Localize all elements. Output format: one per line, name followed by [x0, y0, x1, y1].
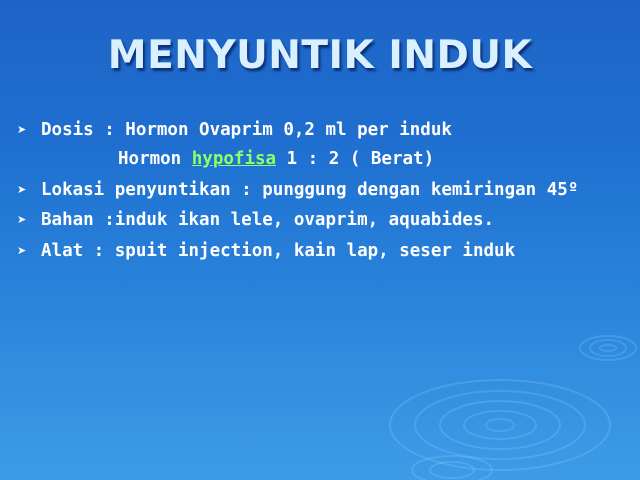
continuation-text-after: 1 : 2 ( Berat) — [276, 149, 435, 169]
bullet-arrow-icon: ➤ — [17, 183, 27, 196]
slide-title: MENYUNTIK INDUK — [107, 33, 533, 78]
bullet-bahan: Bahan :induk ikan lele, ovaprim, aquabides. — [41, 210, 495, 230]
bullet-alat: Alat : spuit injection, kain lap, seser induk — [41, 241, 516, 261]
bullet-arrow-icon: ➤ — [17, 244, 27, 257]
bullet-dosis: Dosis : Hormon Ovaprim 0,2 ml per induk — [41, 120, 452, 140]
hypofisa-link[interactable]: hypofisa — [191, 149, 277, 169]
continuation-text-before: Hormon — [118, 149, 192, 169]
bullet-arrow-icon: ➤ — [17, 123, 27, 136]
bullet-arrow-icon: ➤ — [17, 213, 27, 226]
dosis-continuation-line — [118, 148, 434, 170]
bullet-lokasi: Lokasi penyuntikan : punggung dengan kemiringan 45º — [41, 180, 579, 200]
